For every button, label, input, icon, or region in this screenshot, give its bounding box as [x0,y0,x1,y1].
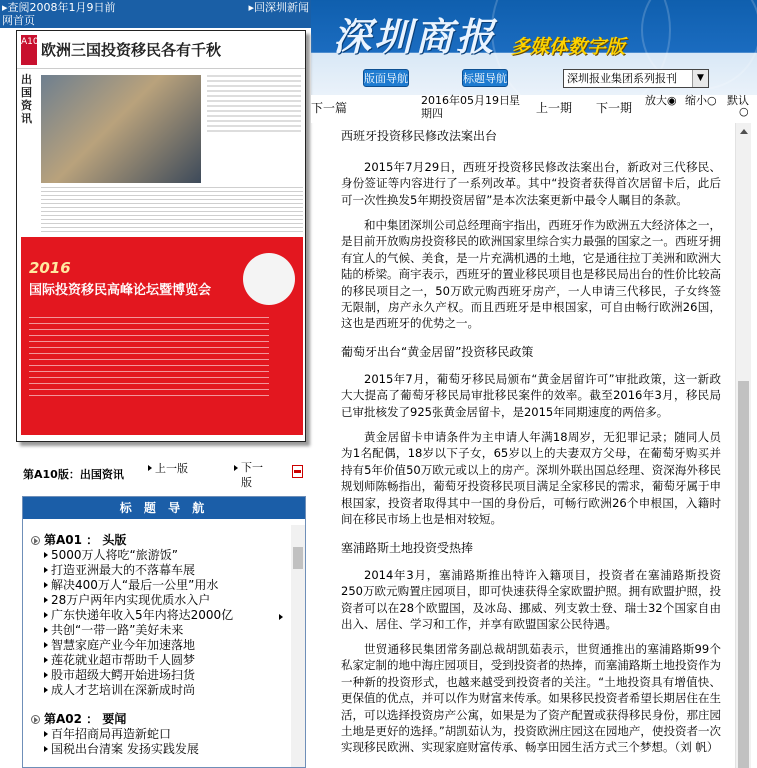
thumbnail-photo[interactable] [41,75,201,183]
title-navigation-panel [22,496,306,768]
scroll-right-arrow-icon[interactable] [279,614,283,620]
article-paragraph: 2015年7月，葡萄牙移民局颁布“黄金居留许可”审批政策，这一新政大大提高了葡萄牙移民局审批移民案件的效率。截至2016年3月，移民局已审批核发了925张黄金居留卡，是2015年同期速度的两倍多。 [341,372,721,419]
masthead-banner [311,0,757,95]
scroll-up-arrow-icon[interactable] [740,129,748,134]
nav-item[interactable]: 打造亚洲最大的不落幕车展 [51,563,196,577]
next-page-arrow-icon [234,465,238,471]
prev-period-link[interactable]: 上一期 [536,101,573,115]
newspaper-logo: 深圳商报 [333,14,498,59]
ad-year: 2016 [29,259,71,277]
issue-weekday-a: 星 [509,94,520,107]
archive-link[interactable]: ▸查阅2008年1月9日前 [2,1,116,14]
article-paragraph: 和中集团深圳公司总经理商宇指出，西班牙作为欧洲五大经济体之一，是目前开放购房投资移民的欧洲国家里综合实力最强的国家之一。西班牙拥有宜人的气候、美食，是一片充满机遇的土地，它是通往拉丁美洲和欧洲大陆的桥梁。商宇表示，西班牙的置业移民项目也是移民局出台的性价比较高的移民项目之一，50万欧元购西班牙房产，一人申请三代移民，子女终签无限制，房产永久产权。而且西班牙是申根国家，可自由畅行欧洲26国，这也是西班牙的优势之一。 [341,218,721,331]
archive-link-text[interactable]: 查阅2008年1月9日前 [7,1,116,14]
section-title-portugal: 葡萄牙出台“黄金居留”投资移民政策 [341,345,534,359]
prev-article-link[interactable]: 下一篇 [311,101,348,115]
zoom-in-label[interactable]: 放大 [645,94,667,107]
section-title-cyprus: 塞浦路斯土地投资受热捧 [341,541,474,555]
next-period-link[interactable]: 下一期 [596,101,633,115]
current-page-label: 第A10版：出国资讯 [23,468,124,481]
home-link-continued[interactable]: 网首页 [2,14,35,27]
digital-edition-subtitle: 多媒体数字版 [511,36,626,58]
layout-nav-button[interactable]: 版面导航 [363,69,409,87]
article-scrollbar[interactable] [735,123,751,768]
home-link-text[interactable]: 回深圳新闻 [254,1,309,14]
article-paragraph: 2014年3月，塞浦路斯推出特许入籍项目，投资者在塞浦路斯投资250万欧元购置庄园项目，即可快速获得全家欧盟护照。拥有欧盟护照，投资者可以在28个欧盟国，及冰岛、挪威、列支敦士登、瑞士32个国家自由出入、居住、学习和工作，并享有欧盟国家公民待遇。 [341,568,721,632]
issue-weekday-b: 期四 [421,107,443,120]
home-link[interactable]: ▸回深圳新闻 [248,1,309,14]
article-paragraph: 2015年7月29日，西班牙投资移民修改法案出台，新政对三代移民、身份签证等内容进行了一系列改革。其中“投资者获得首次居留卡后，此后可一次性换发5年期投资居留”是本次法案更新中最令人瞩目的条款。 [341,160,721,207]
title-nav-scroll-thumb[interactable] [293,547,303,569]
section-a02-heading[interactable] [31,710,126,727]
dropdown-arrow-icon[interactable]: ▼ [692,70,708,87]
nav-item[interactable]: 股市超级大鳄开始进场扫货 [51,668,196,682]
ad-title: 国际投资移民高峰论坛暨博览会 [29,283,212,298]
article-content [311,123,735,768]
nav-item[interactable]: 莲花就业超市帮助千人圆梦 [51,653,196,667]
title-nav-header: 标 题 导 航 [23,497,305,519]
prev-page-link[interactable]: 上一版 [155,462,188,475]
article-paragraph: 黄金居留卡申请条件为主申请人年满18周岁，无犯罪记录；随同人员为1名配偶，18岁以下子女，65岁以上的夫妻双方父母，在葡萄牙购买并持有5年价值50万欧元或以上的房产。深圳外联出国总经理、资深海外移民规划师陈畅指出，葡萄牙投资移民项目满足全家移民的需求，葡萄牙属于申根国家，投资者取得其中一国的身份后，可畅行欧洲26个申根国，入籍时间在移民市场上也是相对较短。 [341,430,721,527]
title-nav-scrollbar[interactable] [291,525,305,768]
nav-item[interactable]: 共创“一带一路”美好未来 [51,623,184,637]
article-toolbar [311,95,757,123]
nav-item[interactable]: 国税出台清案 发扬实践发展 [51,742,199,756]
section-a01-title[interactable]: 第A01 ： 头版 [44,533,127,547]
article-scroll-thumb[interactable] [738,381,749,768]
thumbnail-header [17,31,305,69]
zoom-in-radio[interactable]: 放大◉ [645,94,677,107]
next-page-link[interactable]: 下一版 [241,461,263,489]
section-bullet-icon [31,536,40,545]
issue-date: 2016年05月19日 [421,94,510,107]
page-thumbnail[interactable] [16,30,306,442]
section-bullet-icon [31,715,40,724]
ad-text-lines [29,317,269,397]
group-publication-select[interactable] [563,69,709,88]
section-a02-title[interactable]: 第A02 ： 要闻 [44,712,127,726]
article-paragraph: 世贸通移民集团常务副总裁胡凯茹表示，世贸通推出的塞浦路斯99个私家定制的地中海庄园项目，受到投资者的热捧，而塞浦路斯土地投资作为一种新的投资形式，也越来越受到投资者的关注。“土地投资具有增值快、更保值的优点，并可以作为财富来传承。如果移民投资者希望长期居住在生活，可以选择投资房产公寓，如果是为了资产配置或获得移民身份，那庄园土地是更好的选择。”胡凯茹认为，投资欧洲庄园这在园地产，使投资者一次实现移民欧洲、实现家庭财富传承、畅享田园生活方式三个梦想。（刘 帆） [341,642,721,755]
zoom-out-radio[interactable]: 缩小○ [685,94,717,107]
top-link-strip [0,0,311,28]
prev-page-arrow-icon [148,465,152,471]
thumbnail-section-name: 出国资讯 [21,73,32,125]
nav-item[interactable]: 成人才艺培训在深新成时尚 [51,683,196,697]
nav-item[interactable]: 广东快递年收入5年内将达2000亿 [51,608,234,622]
nav-item[interactable]: 智慧家庭产业今年加速落地 [51,638,196,652]
thumbnail-page-number: A10 [21,35,37,65]
ad-map-graphic [243,253,295,305]
section-title-spain: 西班牙投资移民修改法案出台 [341,129,498,143]
thumbnail-text-columns[interactable] [41,187,303,233]
thumbnail-headline[interactable]: 欧洲三国投资移民各有千秋 [41,41,222,59]
nav-item[interactable]: 28万户两年内实现优质水入户 [51,593,211,607]
default-size-radio-dot[interactable]: ○ [739,105,749,118]
default-size-label[interactable]: 默认 [727,94,749,107]
title-nav-button[interactable]: 标题导航 [462,69,508,87]
section-a01-heading[interactable] [31,531,126,548]
thumbnail-text-block[interactable] [207,75,301,135]
nav-item[interactable]: 百年招商局再造新蛇口 [51,727,172,741]
thumbnail-advertisement[interactable] [21,237,303,435]
nav-item[interactable]: 解决400万人“最后一公里”用水 [51,578,219,592]
pdf-download-icon[interactable] [292,465,303,478]
zoom-out-label[interactable]: 缩小 [685,94,707,107]
nav-item[interactable]: 5000万人将吃“旅游饭” [51,548,178,562]
group-select-value: 深圳报业集团系列报刊 [567,72,677,85]
